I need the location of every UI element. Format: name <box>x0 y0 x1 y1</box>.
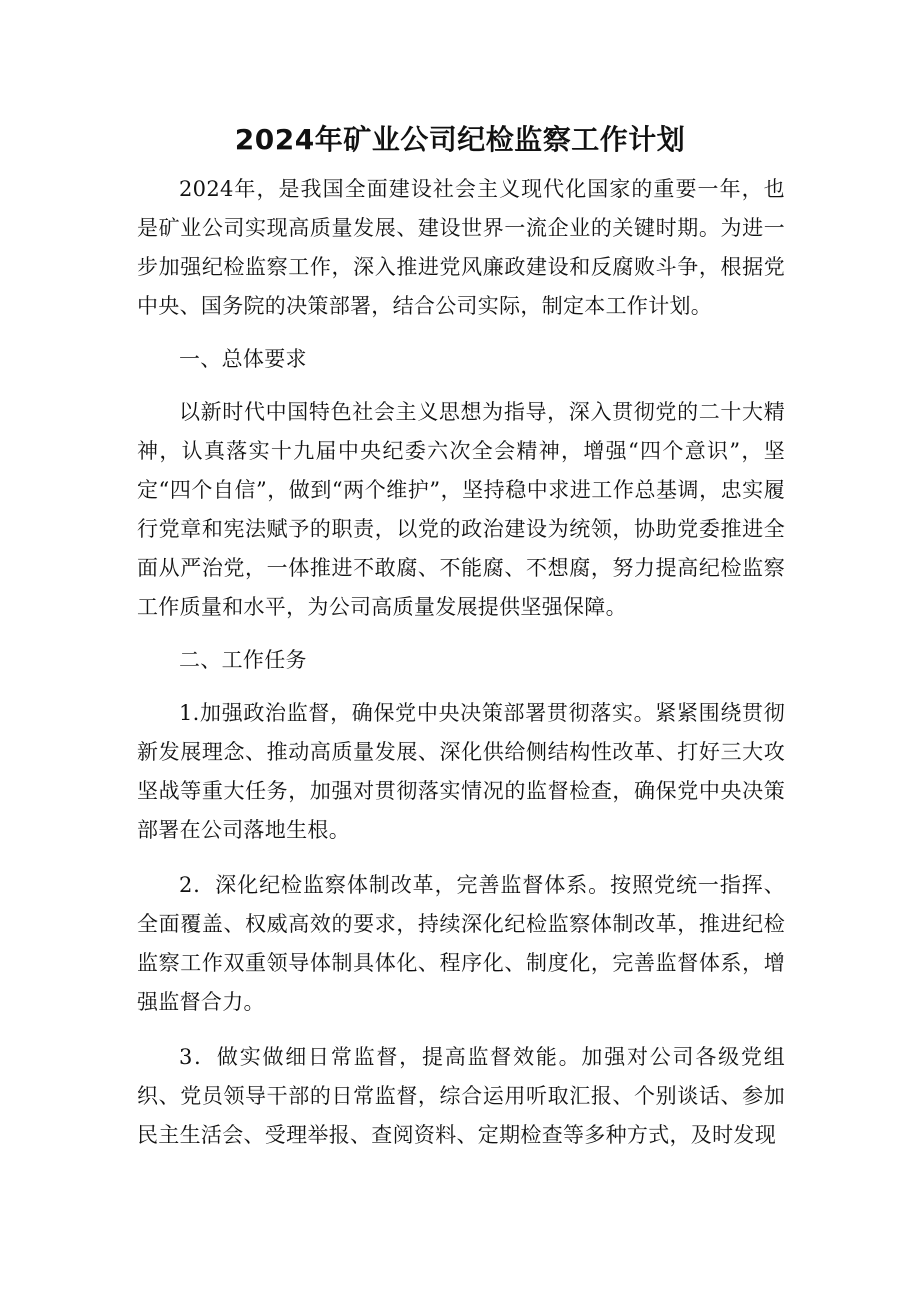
task-paragraph-2: 2．深化纪检监察体制改革，完善监督体系。按照党统一指挥、全面覆盖、权威高效的要求，持续深化纪检监察体制改革，推进纪检监察工作双重领导体制具体化、程序化、制度化，完善监督体系，增强监督合力。 <box>137 873 785 1014</box>
task-paragraph-1: 1.加强政治监督，确保党中央决策部署贯彻落实。紧紧围绕贯彻新发展理念、推动高质量发展、深化供给侧结构性改革、打好三大攻坚战等重大任务，加强对贯彻落实情况的监督检查，确保党中央决策部署在公司落地生根。 <box>137 701 785 842</box>
document-body <box>137 170 785 1155</box>
intro-paragraph: 2024年，是我国全面建设社会主义现代化国家的重要一年，也是矿业公司实现高质量发展、建设世界一流企业的关键时期。为进一步加强纪检监察工作，深入推进党风廉政建设和反腐败斗争，根据党中央、国务院的决策部署，结合公司实际，制定本工作计划。 <box>137 177 785 318</box>
task-paragraph-3: 3．做实做细日常监督，提高监督效能。加强对公司各级党组织、党员领导干部的日常监督，综合运用听取汇报、个别谈话、参加民主生活会、受理举报、查阅资料、定期检查等多种方式，及时发现 <box>137 1045 785 1147</box>
section-heading-general-requirements: 一、总体要求 <box>179 347 307 371</box>
document-title: 2024年矿业公司纪检监察工作计划 <box>234 123 686 156</box>
general-requirements-paragraph: 以新时代中国特色社会主义思想为指导，深入贯彻党的二十大精神，认真落实十九届中央纪委六次全会精神，增强“四个意识”，坚定“四个自信”，做到“两个维护”，坚持稳中求进工作总基调，忠实履行党章和宪法赋予的职责，以党的政治建设为统领，协助党委推进全面从严治党，一体推进不敢腐、不能腐、不想腐，努力提高纪检监察工作质量和水平，为公司高质量发展提供坚强保障。 <box>137 400 785 619</box>
section-heading-work-tasks: 二、工作任务 <box>179 648 307 672</box>
